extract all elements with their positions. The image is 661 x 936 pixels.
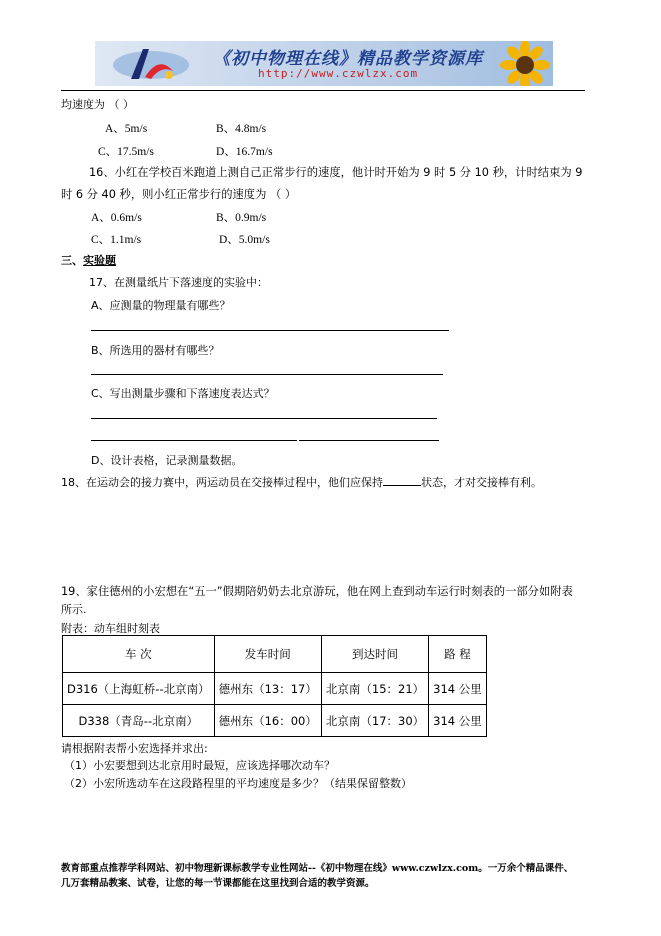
q15-option-c: C、17.5m/s: [98, 146, 154, 158]
table-header-row: [63, 636, 487, 673]
table-caption: 附表：动车组时刻表: [61, 622, 160, 635]
page-footer: [61, 861, 601, 891]
cell-distance: 314 公里: [429, 705, 487, 737]
site-logo-icon: [109, 41, 199, 86]
cell-distance: 314 公里: [429, 673, 487, 705]
header-distance: 路 程: [429, 636, 487, 673]
banner-title: 《初中物理在线》精品教学资源库: [213, 49, 483, 69]
header-banner: [95, 41, 553, 86]
q15-continuation: 均速度为 （ ）: [61, 98, 134, 111]
q17-part-b: B、所选用的器材有哪些？: [91, 344, 220, 357]
q17-part-c: C、写出测量步骤和下落速度表达式？: [91, 387, 275, 400]
cell-departure: 德州东（16：00）: [214, 705, 321, 737]
q19-sub2: （2）小宏所选动车在这段路程里的平均速度是多少？（结果保留整数）: [64, 777, 412, 790]
q16-option-a: A、0.6m/s: [91, 212, 142, 224]
q16-option-d: D、5.0m/s: [219, 234, 270, 246]
q16-stem-line1: 16、小红在学校百米跑道上测自己正常步行的速度，他计时开始为 9 时 5 分 10 秒，计时结束为 9: [89, 166, 583, 179]
q19-sub1: （1）小宏要想到达北京用时最短，应该选择哪次动车？: [64, 759, 335, 772]
cell-departure: 德州东（13：17）: [214, 673, 321, 705]
q17-part-a: A、应测量的物理量有哪些？: [91, 299, 231, 312]
q17-stem: 17、在测量纸片下落速度的实验中：: [89, 276, 268, 289]
q19-stem-line2: 所示.: [61, 603, 87, 616]
q17-answer-line-c1: [91, 418, 437, 419]
q18-text-after: 状态，才对交接棒有利。: [421, 476, 542, 489]
table-row: [63, 673, 487, 705]
header-arrival-time: 到达时间: [321, 636, 428, 673]
sunflower-icon: [487, 41, 553, 86]
q19-instruction: 请根据附表帮小宏选择并求出:: [61, 742, 208, 755]
q17-answer-line-b: [91, 374, 443, 375]
cell-train: D316（上海虹桥--北京南）: [63, 673, 215, 705]
cell-train: D338（青岛--北京南）: [63, 705, 215, 737]
header-departure-time: 发车时间: [214, 636, 321, 673]
q18-stem: [61, 474, 542, 490]
q15-option-a: A、5m/s: [105, 123, 148, 135]
q16-stem-line2: 时 6 分 40 秒，则小红正常步行的速度为 （ ）: [61, 188, 297, 201]
q18-text-before: 18、在运动会的接力赛中，两运动员在交接棒过程中，他们应保持: [61, 476, 383, 489]
q19-stem-line1: 19、家住德州的小宏想在“五一”假期陪奶奶去北京游玩，他在网上查到动车运行时刻表的一部分如附表: [61, 585, 573, 598]
q17-answer-line-a: [91, 330, 449, 331]
q16-option-c: C、1.1m/s: [91, 234, 142, 246]
q16-option-b: B、0.9m/s: [216, 212, 267, 224]
q15-option-d: D、16.7m/s: [216, 146, 273, 158]
footer-line1: 教育部重点推荐学科网站、初中物理新课标教学专业性网站--《初中物理在线》www.czwlzx.com。一万余个精品课件、: [61, 863, 574, 874]
header-divider: [61, 90, 585, 91]
section-title: 实验题: [83, 254, 116, 267]
cell-arrival: 北京南（15：21）: [321, 673, 428, 705]
train-timetable: [62, 635, 487, 737]
cell-arrival: 北京南（17：30）: [321, 705, 428, 737]
q17-answer-line-c2: [91, 440, 297, 441]
table-row: [63, 705, 487, 737]
section-number: 三、: [61, 254, 83, 267]
q17-answer-line-c3: [299, 440, 439, 441]
section-heading: [61, 252, 116, 268]
q18-blank: [383, 474, 421, 486]
banner-url: http://www.czwlzx.com: [258, 67, 419, 80]
q17-part-d: D、设计表格，记录测量数据。: [91, 454, 243, 467]
header-train-number: 车 次: [63, 636, 215, 673]
footer-line2: 几万套精品教案、试卷，让您的每一节课都能在这里找到合适的教学资源。: [61, 878, 375, 889]
q15-option-b: B、4.8m/s: [216, 123, 267, 135]
